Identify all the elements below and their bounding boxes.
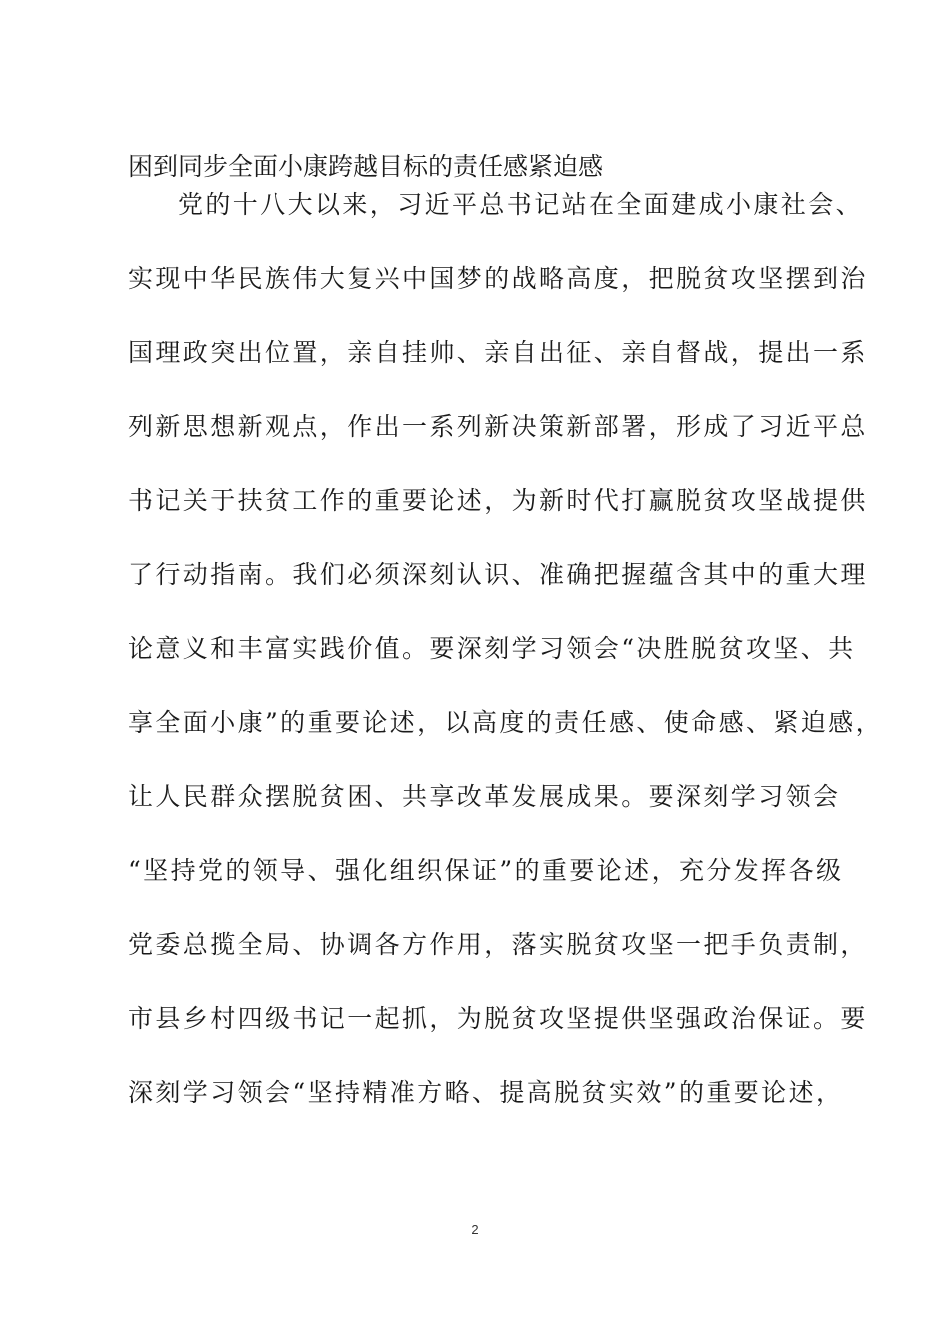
text-line: 了行动指南。我们必须深刻认识、准确把握蕴含其中的重大理 — [128, 560, 868, 589]
text-line: 党委总揽全局、协调各方作用，落实脱贫攻坚一把手负责制， — [128, 930, 868, 959]
text-line: 市县乡村四级书记一起抓，为脱贫攻坚提供坚强政治保证。要 — [128, 1004, 868, 1033]
text-line: 书记关于扶贫工作的重要论述，为新时代打赢脱贫攻坚战提供 — [128, 486, 868, 515]
text-line: 国理政突出位置，亲自挂帅、亲自出征、亲自督战，提出一系 — [128, 338, 868, 367]
section-heading: 困到同步全面小康跨越目标的责任感紧迫感 — [128, 152, 604, 181]
text-line: 享全面小康”的重要论述，以高度的责任感、使命感、紧迫感， — [128, 708, 883, 737]
text-line: 实现中华民族伟大复兴中国梦的战略高度，把脱贫攻坚摆到治 — [128, 264, 868, 293]
text-line: “坚持党的领导、强化组织保证”的重要论述，充分发挥各级 — [128, 856, 844, 885]
page-number: 2 — [471, 1222, 479, 1237]
text-line: 党的十八大以来，习近平总书记站在全面建成小康社会、 — [178, 190, 864, 219]
text-line: 深刻学习领会“坚持精准方略、提高脱贫实效”的重要论述， — [128, 1078, 844, 1107]
text-line: 论意义和丰富实践价值。要深刻学习领会“决胜脱贫攻坚、共 — [128, 634, 856, 663]
text-line: 让人民群众摆脱贫困、共享改革发展成果。要深刻学习领会 — [128, 782, 841, 811]
text-line: 列新思想新观点，作出一系列新决策新部署，形成了习近平总 — [128, 412, 868, 441]
